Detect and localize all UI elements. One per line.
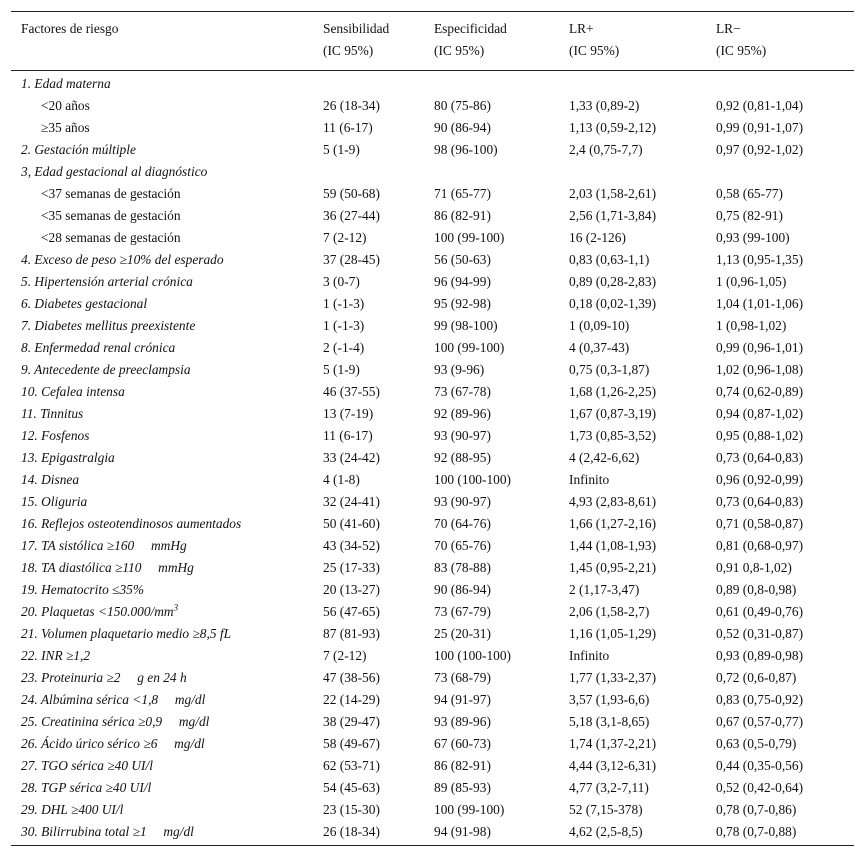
risk-factor-label: 22. INR ≥1,2 (21, 648, 91, 663)
sensitivity-cell: 7 (2-12) (323, 230, 367, 245)
specificity-cell: 96 (94-99) (434, 274, 491, 289)
header-factores: Factores de riesgo (21, 21, 119, 36)
risk-factor-cell (11, 403, 313, 425)
specificity-cell: 93 (9-96) (434, 362, 485, 377)
lr-positive-cell: 4 (0,37-43) (569, 340, 630, 355)
lr-positive-cell: 1,68 (1,26-2,25) (569, 384, 657, 399)
sensitivity-cell: 59 (50-68) (323, 186, 380, 201)
risk-factors-table (11, 11, 854, 846)
lr-positive-cell: Infinito (569, 648, 610, 663)
header-especificidad: Especificidad (434, 21, 507, 36)
table-row (11, 755, 854, 777)
lr-positive-cell: 4,62 (2,5-8,5) (559, 821, 706, 846)
table-row (11, 183, 854, 205)
table-row (11, 71, 854, 96)
risk-factor-cell (11, 271, 313, 293)
specificity-cell: 93 (90-97) (434, 428, 491, 443)
specificity-cell: 67 (60-73) (434, 736, 491, 751)
table-row (11, 95, 854, 117)
specificity-cell (424, 71, 559, 96)
sensitivity-cell: 3 (0-7) (323, 274, 360, 289)
sensitivity-cell: 5 (1-9) (323, 142, 360, 157)
risk-factor-label: <28 semanas de gestación (41, 230, 181, 245)
table-row (11, 359, 854, 381)
lr-positive-cell: 16 (2-126) (569, 230, 626, 245)
table-row (11, 733, 854, 755)
sensitivity-cell: 38 (29-47) (323, 714, 380, 729)
table-row (11, 469, 854, 491)
sensitivity-cell: 54 (45-63) (323, 780, 380, 795)
risk-factor-label: <20 años (41, 98, 90, 113)
specificity-cell: 98 (96-100) (434, 142, 498, 157)
lr-positive-cell: 0,83 (0,63-1,1) (569, 252, 650, 267)
risk-factor-label: <35 semanas de gestación (41, 208, 181, 223)
header-sensibilidad: Sensibilidad (323, 21, 390, 36)
risk-factor-cell (11, 535, 313, 557)
header-sensibilidad-ci: (IC 95%) (313, 42, 424, 71)
specificity-cell: 86 (82-91) (434, 758, 491, 773)
sensitivity-cell: 11 (6-17) (323, 428, 373, 443)
risk-factor-cell (11, 777, 313, 799)
lr-positive-cell (559, 161, 706, 183)
superscript: 3 (173, 602, 179, 613)
risk-factor-cell (11, 71, 313, 96)
sensitivity-cell: 23 (15-30) (323, 802, 380, 817)
table-row (11, 403, 854, 425)
lr-positive-cell: 2,4 (0,75-7,7) (569, 142, 643, 157)
risk-factor-cell (11, 667, 313, 689)
lr-negative-cell: 0,52 (0,42-0,64) (716, 780, 804, 795)
lr-negative-cell: 0,71 (0,58-0,87) (716, 516, 804, 531)
lr-negative-cell: 1,13 (0,95-1,35) (716, 252, 804, 267)
lr-negative-cell: 0,91 0,8-1,02) (716, 560, 792, 575)
header-factores-sub (11, 42, 313, 71)
table-row (11, 821, 854, 846)
lr-negative-cell: 0,44 (0,35-0,56) (716, 758, 804, 773)
risk-factor-cell (11, 249, 313, 271)
table-row (11, 513, 854, 535)
risk-factor-cell (11, 205, 313, 227)
risk-factor-label: 11. Tinnitus (21, 406, 84, 421)
risk-factor-label: 2. Gestación múltiple (21, 142, 136, 157)
lr-positive-cell: 4,93 (2,83-8,61) (569, 494, 657, 509)
lr-negative-cell: 0,94 (0,87-1,02) (716, 406, 804, 421)
risk-factor-cell (11, 447, 313, 469)
sensitivity-cell: 1 (-1-3) (323, 318, 365, 333)
specificity-cell: 86 (82-91) (434, 208, 491, 223)
sensitivity-cell: 56 (47-65) (323, 604, 380, 619)
lr-positive-cell: 1,77 (1,33-2,37) (569, 670, 657, 685)
sensitivity-cell: 11 (6-17) (323, 120, 373, 135)
sensitivity-cell: 87 (81-93) (323, 626, 380, 641)
risk-factor-label: 5. Hipertensión arterial crónica (21, 274, 193, 289)
risk-factor-cell (11, 293, 313, 315)
risk-factor-label: 16. Reflejos osteotendinosos aumentados (21, 516, 242, 531)
header-row-ci (11, 42, 854, 71)
table-row (11, 227, 854, 249)
risk-factor-label: 6. Diabetes gestacional (21, 296, 148, 311)
risk-factor-cell (11, 315, 313, 337)
lr-positive-cell: 0,18 (0,02-1,39) (569, 296, 657, 311)
risk-factor-cell (11, 645, 313, 667)
risk-factor-cell (11, 513, 313, 535)
lr-negative-cell: 0,75 (82-91) (716, 208, 783, 223)
lr-positive-cell: 52 (7,15-378) (569, 802, 643, 817)
lr-positive-cell: 1,16 (1,05-1,29) (569, 626, 657, 641)
table-row (11, 117, 854, 139)
sensitivity-cell: 33 (24-42) (323, 450, 380, 465)
risk-factor-label: 14. Disnea (21, 472, 80, 487)
risk-factor-label: 8. Enfermedad renal crónica (21, 340, 176, 355)
lr-negative-cell: 0,61 (0,49-0,76) (716, 604, 804, 619)
lr-positive-cell: 3,57 (1,93-6,6) (569, 692, 650, 707)
risk-factor-cell (11, 425, 313, 447)
specificity-cell: 100 (100-100) (434, 472, 511, 487)
risk-factor-label: 1. Edad materna (21, 76, 111, 91)
table-row (11, 337, 854, 359)
sensitivity-cell: 47 (38-56) (323, 670, 380, 685)
lr-positive-cell (559, 71, 706, 96)
lr-positive-cell: 4,44 (3,12-6,31) (569, 758, 657, 773)
lr-positive-cell: 4,77 (3,2-7,11) (569, 780, 649, 795)
table-row (11, 271, 854, 293)
sensitivity-cell: 13 (7-19) (323, 406, 374, 421)
specificity-cell: 56 (50-63) (434, 252, 491, 267)
specificity-cell: 70 (64-76) (434, 516, 491, 531)
lr-negative-cell (706, 161, 854, 183)
lr-negative-cell: 0,74 (0,62-0,89) (716, 384, 804, 399)
lr-positive-cell: 2 (1,17-3,47) (569, 582, 640, 597)
sensitivity-cell: 2 (-1-4) (323, 340, 365, 355)
risk-factor-label: 9. Antecedente de preeclampsia (21, 362, 191, 377)
specificity-cell: 83 (78-88) (434, 560, 491, 575)
sensitivity-cell: 1 (-1-3) (323, 296, 365, 311)
risk-factor-cell (11, 95, 313, 117)
sensitivity-cell: 62 (53-71) (323, 758, 380, 773)
sensitivity-cell: 4 (1-8) (323, 472, 360, 487)
table-row (11, 293, 854, 315)
risk-factor-cell (11, 183, 313, 205)
specificity-cell: 90 (86-94) (434, 120, 491, 135)
sensitivity-cell (313, 71, 424, 96)
specificity-cell: 80 (75-86) (434, 98, 491, 113)
table-row (11, 249, 854, 271)
sensitivity-cell (313, 161, 424, 183)
lr-negative-cell: 0,97 (0,92-1,02) (716, 142, 804, 157)
header-row-titles (11, 12, 854, 43)
lr-negative-cell: 0,93 (99-100) (716, 230, 790, 245)
risk-factor-label: 29. DHL ≥400 UI/l (21, 802, 124, 817)
risk-factor-cell (11, 337, 313, 359)
lr-negative-cell: 1 (0,98-1,02) (716, 318, 787, 333)
table-row (11, 161, 854, 183)
lr-negative-cell: 0,92 (0,81-1,04) (716, 98, 804, 113)
specificity-cell: 73 (67-79) (434, 604, 491, 619)
sensitivity-cell: 37 (28-45) (323, 252, 380, 267)
specificity-cell: 92 (88-95) (434, 450, 491, 465)
lr-positive-cell: 1,74 (1,37-2,21) (569, 736, 657, 751)
specificity-cell: 25 (20-31) (434, 626, 491, 641)
risk-factor-cell (11, 491, 313, 513)
table-row (11, 447, 854, 469)
lr-negative-cell: 0,99 (0,96-1,01) (716, 340, 804, 355)
specificity-cell: 93 (90-97) (434, 494, 491, 509)
lr-negative-cell: 1 (0,96-1,05) (716, 274, 787, 289)
specificity-cell: 89 (85-93) (434, 780, 491, 795)
specificity-cell: 95 (92-98) (434, 296, 491, 311)
specificity-cell: 94 (91-97) (434, 692, 491, 707)
specificity-cell: 70 (65-76) (434, 538, 491, 553)
sensitivity-cell: 20 (13-27) (323, 582, 380, 597)
risk-factor-label: 17. TA sistólica ≥160 mmHg (21, 538, 187, 553)
risk-factor-cell (11, 799, 313, 821)
table-row (11, 601, 854, 623)
lr-positive-cell: 1,67 (0,87-3,19) (569, 406, 657, 421)
sensitivity-cell: 32 (24-41) (323, 494, 380, 509)
header-especificidad-ci: (IC 95%) (424, 42, 559, 71)
lr-positive-cell: 2,06 (1,58-2,7) (569, 604, 650, 619)
risk-factor-cell (11, 557, 313, 579)
sensitivity-cell: 36 (27-44) (323, 208, 380, 223)
risk-factors-table-container (11, 11, 854, 846)
table-row (11, 205, 854, 227)
risk-factor-label: 3, Edad gestacional al diagnóstico (21, 164, 208, 179)
sensitivity-cell: 22 (14-29) (323, 692, 380, 707)
specificity-cell: 100 (99-100) (434, 802, 505, 817)
lr-negative-cell: 0,96 (0,92-0,99) (716, 472, 804, 487)
risk-factor-cell (11, 755, 313, 777)
table-row (11, 315, 854, 337)
sensitivity-cell: 7 (2-12) (323, 648, 367, 663)
table-row (11, 645, 854, 667)
specificity-cell: 92 (89-96) (434, 406, 491, 421)
specificity-cell: 99 (98-100) (434, 318, 498, 333)
sensitivity-cell: 26 (18-34) (323, 98, 380, 113)
table-row (11, 711, 854, 733)
specificity-cell: 73 (67-78) (434, 384, 491, 399)
sensitivity-cell: 5 (1-9) (323, 362, 360, 377)
specificity-cell: 90 (86-94) (434, 582, 491, 597)
lr-negative-cell: 0,73 (0,64-0,83) (716, 494, 804, 509)
lr-negative-cell: 1,02 (0,96-1,08) (716, 362, 804, 377)
table-row (11, 579, 854, 601)
risk-factor-label: 25. Creatinina sérica ≥0,9 mg/dl (21, 714, 210, 729)
table-row (11, 139, 854, 161)
lr-negative-cell: 0,83 (0,75-0,92) (716, 692, 804, 707)
specificity-cell: 93 (89-96) (434, 714, 491, 729)
lr-positive-cell: 1,33 (0,89-2) (569, 98, 640, 113)
risk-factor-label: 26. Ácido úrico sérico ≥6 mg/dl (21, 736, 205, 751)
specificity-cell: 100 (99-100) (434, 340, 505, 355)
table-row (11, 425, 854, 447)
risk-factor-cell (11, 469, 313, 491)
risk-factor-label: 4. Exceso de peso ≥10% del esperado (21, 252, 224, 267)
risk-factor-cell (11, 161, 313, 183)
lr-negative-cell: 0,67 (0,57-0,77) (716, 714, 804, 729)
lr-positive-cell: 1,44 (1,08-1,93) (569, 538, 657, 553)
lr-positive-cell: 5,18 (3,1-8,65) (569, 714, 650, 729)
risk-factor-cell (11, 711, 313, 733)
lr-positive-cell: 1,66 (1,27-2,16) (569, 516, 657, 531)
lr-negative-cell: 0,81 (0,68-0,97) (716, 538, 804, 553)
lr-positive-cell: 4 (2,42-6,62) (569, 450, 640, 465)
table-header (11, 12, 854, 71)
table-row (11, 689, 854, 711)
risk-factor-label: <37 semanas de gestación (41, 186, 181, 201)
risk-factor-cell (11, 139, 313, 161)
table-row (11, 557, 854, 579)
lr-negative-cell: 0,99 (0,91-1,07) (716, 120, 804, 135)
risk-factor-label: 19. Hematocrito ≤35% (21, 582, 145, 597)
specificity-cell: 100 (100-100) (434, 648, 511, 663)
risk-factor-label: 13. Epigastralgia (21, 450, 115, 465)
risk-factor-cell (11, 601, 313, 623)
lr-negative-cell: 0,58 (65-77) (716, 186, 783, 201)
risk-factor-label: 18. TA diastólica ≥110 mmHg (21, 560, 194, 575)
risk-factor-cell (11, 117, 313, 139)
risk-factor-label: 24. Albúmina sérica <1,8 mg/dl (21, 692, 206, 707)
sensitivity-cell: 43 (34-52) (323, 538, 380, 553)
table-row (11, 799, 854, 821)
sensitivity-cell: 25 (17-33) (323, 560, 380, 575)
lr-positive-cell: 1,13 (0,59-2,12) (569, 120, 657, 135)
sensitivity-cell: 46 (37-55) (323, 384, 380, 399)
table-body (11, 71, 854, 846)
risk-factor-cell (11, 623, 313, 645)
risk-factor-cell (11, 359, 313, 381)
risk-factor-label: 27. TGO sérica ≥40 UI/l (21, 758, 153, 773)
lr-positive-cell: 2,03 (1,58-2,61) (569, 186, 657, 201)
risk-factor-label: 15. Oliguria (21, 494, 88, 509)
header-lr-negative-ci: (IC 95%) (706, 42, 854, 71)
lr-negative-cell: 0,78 (0,7-0,88) (706, 821, 854, 846)
sensitivity-cell: 26 (18-34) (313, 821, 424, 846)
risk-factor-label: 21. Volumen plaquetario medio ≥8,5 fL (21, 626, 232, 641)
specificity-cell: 71 (65-77) (434, 186, 491, 201)
lr-positive-cell: 0,89 (0,28-2,83) (569, 274, 657, 289)
lr-negative-cell: 0,93 (0,89-0,98) (716, 648, 804, 663)
risk-factor-label: 7. Diabetes mellitus preexistente (21, 318, 196, 333)
header-lr-positive: LR+ (569, 21, 594, 36)
risk-factor-cell (11, 733, 313, 755)
risk-factor-cell (11, 579, 313, 601)
table-row (11, 535, 854, 557)
sensitivity-cell: 58 (49-67) (323, 736, 380, 751)
lr-positive-cell: 1,73 (0,85-3,52) (569, 428, 657, 443)
lr-negative-cell: 0,72 (0,6-0,87) (716, 670, 797, 685)
lr-negative-cell: 0,78 (0,7-0,86) (716, 802, 797, 817)
sensitivity-cell: 50 (41-60) (323, 516, 380, 531)
header-lr-negative: LR− (716, 21, 741, 36)
lr-positive-cell: 1 (0,09-10) (569, 318, 630, 333)
lr-negative-cell: 0,63 (0,5-0,79) (716, 736, 797, 751)
risk-factor-cell (11, 689, 313, 711)
lr-positive-cell: Infinito (569, 472, 610, 487)
lr-negative-cell: 0,95 (0,88-1,02) (716, 428, 804, 443)
risk-factor-label: 10. Cefalea intensa (21, 384, 125, 399)
lr-negative-cell: 0,52 (0,31-0,87) (716, 626, 804, 641)
specificity-cell (424, 161, 559, 183)
risk-factor-label: 23. Proteinuria ≥2 g en 24 h (21, 670, 187, 685)
risk-factor-label: 12. Fosfenos (21, 428, 90, 443)
risk-factor-cell (11, 821, 313, 846)
lr-negative-cell: 0,73 (0,64-0,83) (716, 450, 804, 465)
specificity-cell: 73 (68-79) (434, 670, 491, 685)
lr-positive-cell: 1,45 (0,95-2,21) (569, 560, 657, 575)
header-lr-positive-ci: (IC 95%) (559, 42, 706, 71)
lr-positive-cell: 2,56 (1,71-3,84) (569, 208, 657, 223)
lr-positive-cell: 0,75 (0,3-1,87) (569, 362, 650, 377)
risk-factor-label: ≥35 años (41, 120, 90, 135)
risk-factor-label: 28. TGP sérica ≥40 UI/l (21, 780, 152, 795)
table-row (11, 667, 854, 689)
table-row (11, 381, 854, 403)
table-row (11, 623, 854, 645)
table-row (11, 491, 854, 513)
lr-negative-cell (706, 71, 854, 96)
risk-factor-label: 30. Bilirrubina total ≥1 mg/dl (21, 824, 194, 839)
table-row (11, 777, 854, 799)
risk-factor-label: 20. Plaquetas <150.000/mm (21, 604, 174, 619)
lr-negative-cell: 0,89 (0,8-0,98) (716, 582, 797, 597)
lr-negative-cell: 1,04 (1,01-1,06) (716, 296, 804, 311)
risk-factor-cell (11, 227, 313, 249)
specificity-cell: 94 (91-98) (424, 821, 559, 846)
risk-factor-cell (11, 381, 313, 403)
specificity-cell: 100 (99-100) (434, 230, 505, 245)
